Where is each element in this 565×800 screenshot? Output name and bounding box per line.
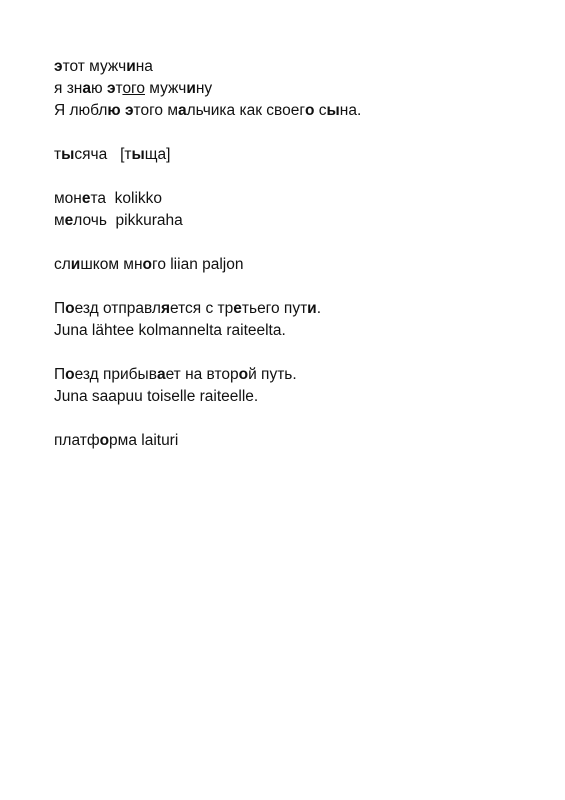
stress-mark: и	[70, 256, 81, 273]
text-segment: льчика как своег	[186, 102, 306, 119]
text-segment: ет на втор	[165, 366, 239, 383]
stress-mark: о	[238, 366, 249, 383]
text-segment: го liian paljon	[152, 256, 244, 273]
text-line	[54, 78, 534, 100]
text-segment: тот мужч	[62, 58, 127, 75]
text-segment: езд отправл	[74, 300, 161, 317]
text-line	[54, 254, 534, 276]
text-segment: сл	[54, 256, 71, 273]
text-segment: Juna lähtee kolmannelta raiteelta.	[54, 322, 286, 339]
text-segment: рма laituri	[109, 432, 179, 449]
text-segment: ется с тр	[170, 300, 234, 317]
text-line	[54, 100, 534, 122]
stress-mark: е	[233, 300, 242, 317]
text-segment: мон	[54, 190, 82, 207]
text-segment: т	[54, 146, 62, 163]
text-segment: та kolikko	[90, 190, 163, 207]
text-segment: лочь pikkuraha	[73, 212, 183, 229]
stress-mark: о	[65, 300, 75, 317]
stress-mark: а	[156, 366, 166, 383]
text-segment: тьего пут	[241, 300, 308, 317]
stress-mark: а	[82, 80, 91, 97]
text-segment: езд прибыв	[74, 366, 157, 383]
text-segment: платф	[54, 432, 100, 449]
text-line	[54, 56, 534, 78]
stress-mark: я	[160, 300, 170, 317]
text-line	[54, 210, 534, 232]
text-line	[54, 386, 534, 408]
text-line	[54, 144, 534, 166]
stress-mark: э	[124, 102, 134, 119]
stress-mark: ы	[131, 146, 145, 163]
text-segment: й путь.	[248, 366, 297, 383]
stress-mark: ы	[326, 102, 340, 119]
text-line	[54, 188, 534, 210]
text-segment: шком мн	[80, 256, 143, 273]
text-segment: Juna saapuu toiselle raiteelle.	[54, 388, 259, 405]
blank-line	[54, 276, 534, 298]
blank-line	[54, 122, 534, 144]
text-segment: сяча [т	[74, 146, 132, 163]
text-segment: ща]	[144, 146, 171, 163]
text-segment: м	[54, 212, 65, 229]
stress-mark: е	[81, 190, 91, 207]
stress-mark: а	[177, 102, 187, 119]
stress-mark: и	[186, 80, 196, 97]
text-segment: П	[54, 366, 66, 383]
stress-mark: и	[126, 58, 136, 75]
text-line	[54, 364, 534, 386]
text-segment: того м	[133, 102, 178, 119]
blank-line	[54, 408, 534, 430]
blank-line	[54, 232, 534, 254]
stress-mark: о	[99, 432, 110, 449]
text-segment: ю	[91, 80, 107, 97]
blank-line	[54, 342, 534, 364]
stress-mark: э	[54, 58, 63, 75]
stress-mark: о	[305, 102, 315, 119]
text-segment: я зн	[54, 80, 83, 97]
stress-mark: е	[64, 212, 74, 229]
text-segment: мужч	[145, 80, 187, 97]
text-segment: с	[314, 102, 327, 119]
text-segment: П	[54, 300, 66, 317]
blank-line	[54, 166, 534, 188]
text-line	[54, 298, 534, 320]
document-body	[54, 56, 534, 452]
text-line	[54, 430, 534, 452]
text-segment: на.	[339, 102, 362, 119]
text-segment: на	[135, 58, 153, 75]
underlined-text: ого	[122, 80, 145, 97]
text-line	[54, 320, 534, 342]
stress-mark: ы	[61, 146, 75, 163]
stress-mark: о	[142, 256, 152, 273]
text-segment: ну	[195, 80, 213, 97]
stress-mark: ю	[107, 102, 121, 119]
text-segment: Я любл	[54, 102, 108, 119]
text-segment: т	[115, 80, 123, 97]
stress-mark: э	[106, 80, 116, 97]
stress-mark: о	[65, 366, 75, 383]
text-segment: .	[316, 300, 322, 317]
stress-mark: и	[307, 300, 317, 317]
